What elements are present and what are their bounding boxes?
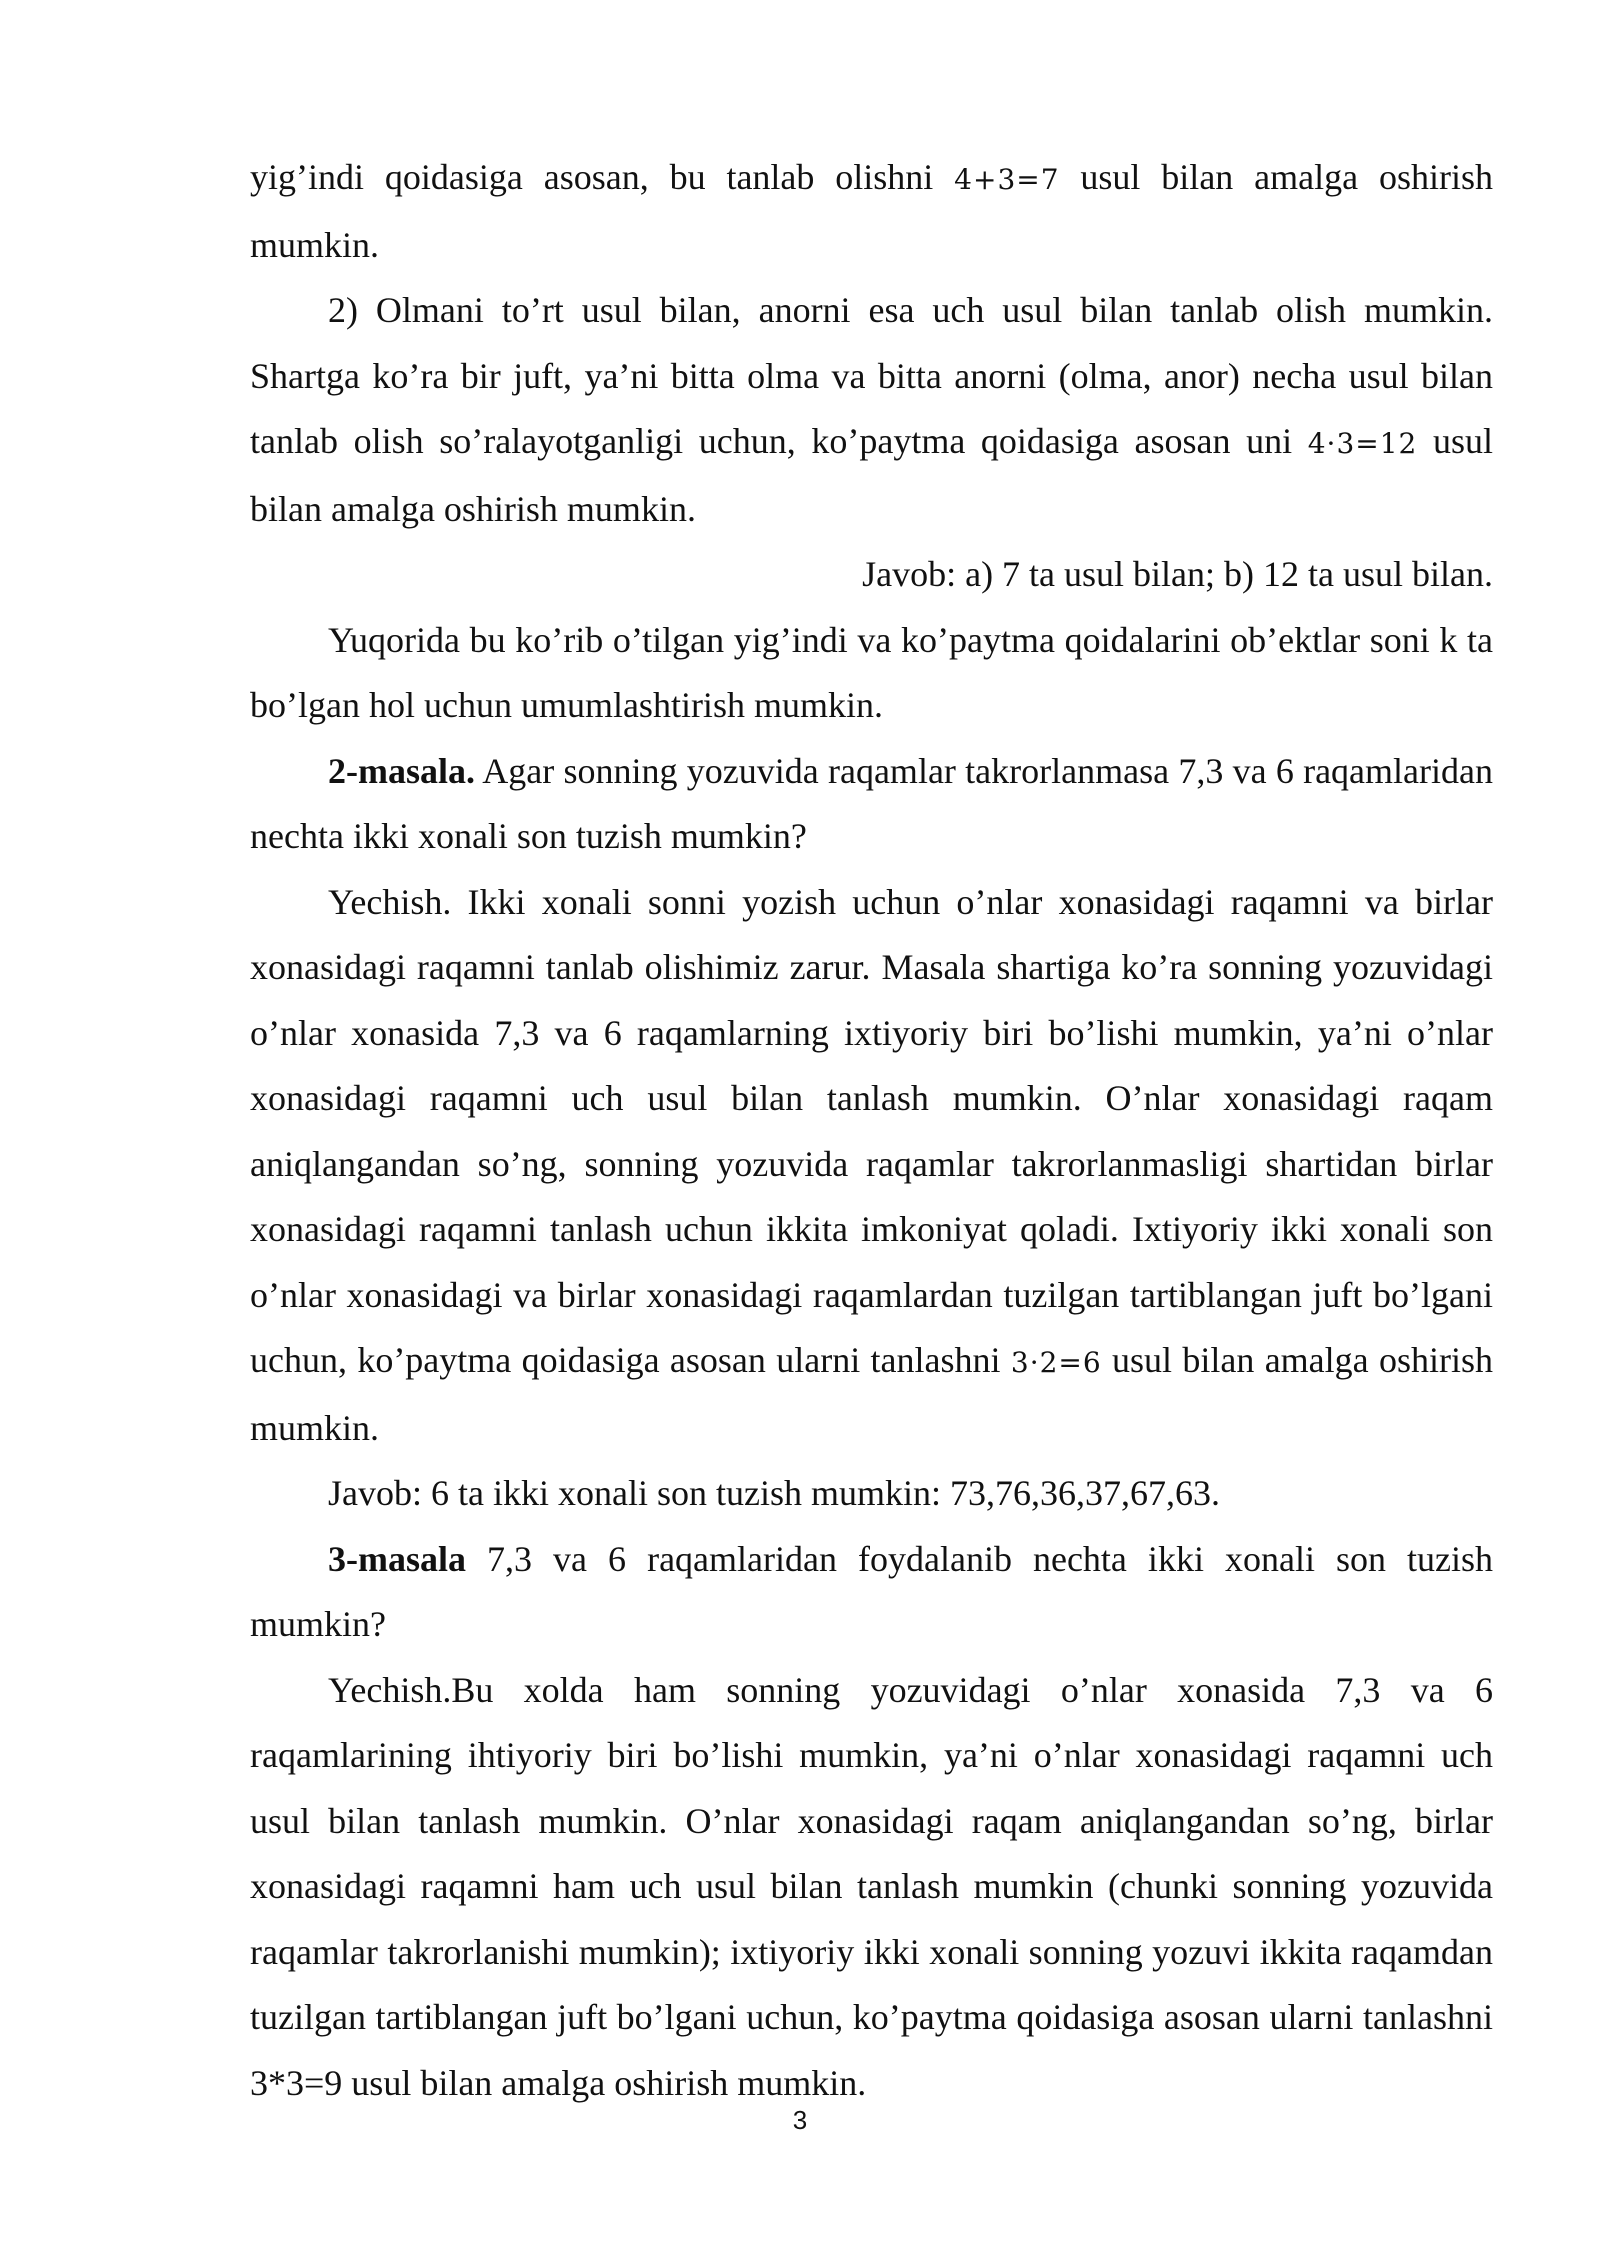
answer-line-1: Javob: a) 7 ta usul bilan; b) 12 ta usul bilan.: [862, 554, 1493, 594]
text-segment: usul bilan amalga oshirish mumkin.: [250, 1340, 1493, 1448]
text-segment: usul bilan amalga oshirish mumkin.: [250, 157, 1493, 265]
paragraph-product-rule-example: [250, 278, 1493, 542]
formula-sum: 4+3=7: [954, 163, 1060, 196]
problem-3-text: 7,3 va 6 raqamlaridan foydalanib nechta ikki xonali son tuzish mumkin?: [250, 1538, 1493, 1644]
formula-product-2: 3·2=6: [1010, 1346, 1102, 1379]
formula-product: 4·3=12: [1307, 427, 1418, 460]
problem-2-label: 2-masala.: [328, 750, 475, 791]
text-segment: yig’indi qoidasiga asosan, bu tanlab olishni: [250, 157, 955, 197]
text-segment: Yechish. Ikki xonali sonni yozish uchun o’nlar xonasidagi raqamni va birlar xonasidagi raqamni tanlab olishimiz zarur. Masala shartiga ko’ra sonning yozuvidagi o’nlar xonasida 7,3 va 6 raqamlarning ixtiyoriy biri bo’lishi mumkin, ya’ni o’nlar xonasidagi raqamni uch usul bilan tanlash mumkin. O’nlar xonasidagi raqam aniqlangandan so’ng, sonning yozuvida raqamlar takrorlanmasligi shartidan birlar xonasidagi raqamni tanlash uchun ikkita imkoniyat qoladi. Ixtiyoriy ikki xonali son o’nlar xonasidagi va birlar xonasidagi raqamlardan tuzilgan tartiblangan juft bo’lgani uchun, ko’paytma qoidasiga asosan ularni tanlashni: [250, 881, 1493, 1380]
problem-3: [250, 1527, 1493, 1658]
answer-2: Javob: 6 ta ikki xonali son tuzish mumkin: 73,76,36,37,67,63.: [328, 1473, 1220, 1513]
body-text: [250, 145, 1493, 2116]
problem-2-text: Agar sonning yozuvida raqamlar takrorlanmasa 7,3 va 6 raqamlaridan nechta ikki xonali son tuzish mumkin?: [250, 750, 1493, 856]
text-segment: 2) Olmani to’rt usul bilan, anorni esa uch usul bilan tanlab olish mumkin. Shartga ko’ra bir juft, ya’ni bitta olma va bitta anorni (olma, anor) necha usul bilan tanlab olish so’ralayotganligi uchun, ko’paytma qoidasiga asosan uni: [250, 290, 1493, 461]
paragraph-sum-rule-result: [250, 145, 1493, 278]
solution-3: Yechish.Bu xolda ham sonning yozuvidagi o’nlar xonasida 7,3 va 6 raqamlarining ihtiyoriy biri bo’lishi mumkin, ya’ni o’nlar xonasidagi raqamni uch usul bilan tanlash mumkin. O’nlar xonasidagi raqam aniqlangandan so’ng, birlar xonasidagi raqamni ham uch usul bilan tanlash mumkin (chunki sonning yozuvida raqamlar takrorlanishi mumkin); ixtiyoriy ikki xonali sonning yozuvi ikkita raqamdan tuzilgan tartiblangan juft bo’lgani uchun, ko’paytma qoidasiga asosan ularni tanlashni 3*3=9 usul bilan amalga oshirish mumkin.: [250, 1669, 1493, 2103]
problem-2: [250, 739, 1493, 870]
solution-2: [250, 870, 1493, 1462]
paragraph-generalization: Yuqorida bu ko’rib o’tilgan yig’indi va ko’paytma qoidalarini ob’ektlar soni k ta bo’lgan hol uchun umumlashtirish mumkin.: [250, 619, 1493, 725]
page-number: 3: [792, 2105, 808, 2135]
text-segment: usul bilan amalga oshirish mumkin.: [250, 421, 1493, 529]
problem-3-label: 3-masala: [328, 1538, 466, 1579]
